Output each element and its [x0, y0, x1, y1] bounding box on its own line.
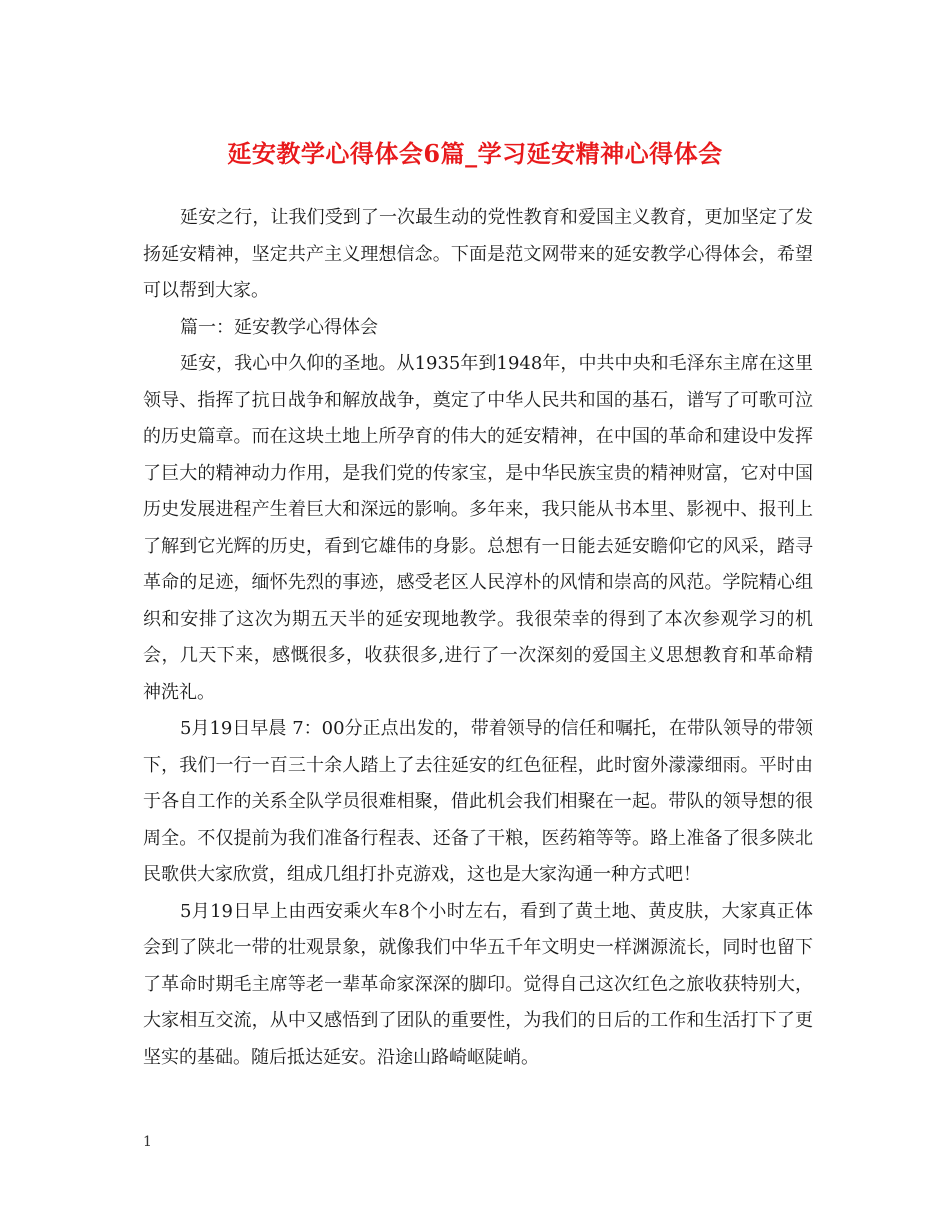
section-heading: 篇一：延安教学心得体会 — [180, 316, 378, 338]
body-paragraph: 5月19日早晨 7：00分正点出发的，带着领导的信任和嘱托，在带队领导的带领下，我们一行一百三十余人踏上了去往延安的红色征程，此时窗外濛濛细雨。平时由于各自工作的关系全队学员很难相聚，借此机会我们相聚在一起。带队的领导想的很周全。不仅提前为我们准备行程表、还备了干粮，医药箱等等。路上准备了很多陕北民歌供大家欣赏，组成几组打扑克游戏，这也是大家沟通一种方式吧！ — [143, 718, 813, 885]
body-paragraph: 5月19日早上由西安乘火车8个小时左右，看到了黄土地、黄皮肤，大家真正体会到了陕北一带的壮观景象，就像我们中华五千年文明史一样渊源流长，同时也留下了革命时期毛主席等老一辈革命家深深的脚印。觉得自己这次红色之旅收获特别大，大家相互交流，从中又感悟到了团队的重要性，为我们的日后的工作和生活打下了更坚实的基础。随后抵达延安。沿途山路崎岖陡峭。 — [143, 900, 813, 1068]
page-number: 1 — [143, 1134, 152, 1150]
body-paragraph: 延安，我心中久仰的圣地。从1935年到1948年，中共中央和毛泽东主席在这里领导、指挥了抗日战争和解放战争，奠定了中华人民共和国的基石，谱写了可歌可泣的历史篇章。而在这块土地上所孕育的伟大的延安精神，在中国的革命和建设中发挥了巨大的精神动力作用，是我们党的传家宝，是中华民族宝贵的精神财富，它对中国历史发展进程产生着巨大和深远的影响。多年来，我只能从书本里、影视中、报刊上了解到它光辉的历史，看到它雄伟的身影。总想有一日能去延安瞻仰它的风采，踏寻革命的足迹，缅怀先烈的事迹，感受老区人民淳朴的风情和崇高的风范。学院精心组织和安排了这次为期五天半的延安现地教学。我很荣幸的得到了本次参观学习的机会，几天下来，感慨很多，收获很多,进行了一次深刻的爱国主义思想教育和革命精神洗礼。 — [143, 353, 813, 703]
document-title: 延安教学心得体会6篇_学习延安精神心得体会 — [227, 139, 723, 168]
document-body — [143, 200, 813, 1076]
intro-paragraph: 延安之行，让我们受到了一次最生动的党性教育和爱国主义教育，更加坚定了发扬延安精神，坚定共产主义理想信念。下面是范文网带来的延安教学心得体会，希望可以帮到大家。 — [143, 207, 813, 301]
